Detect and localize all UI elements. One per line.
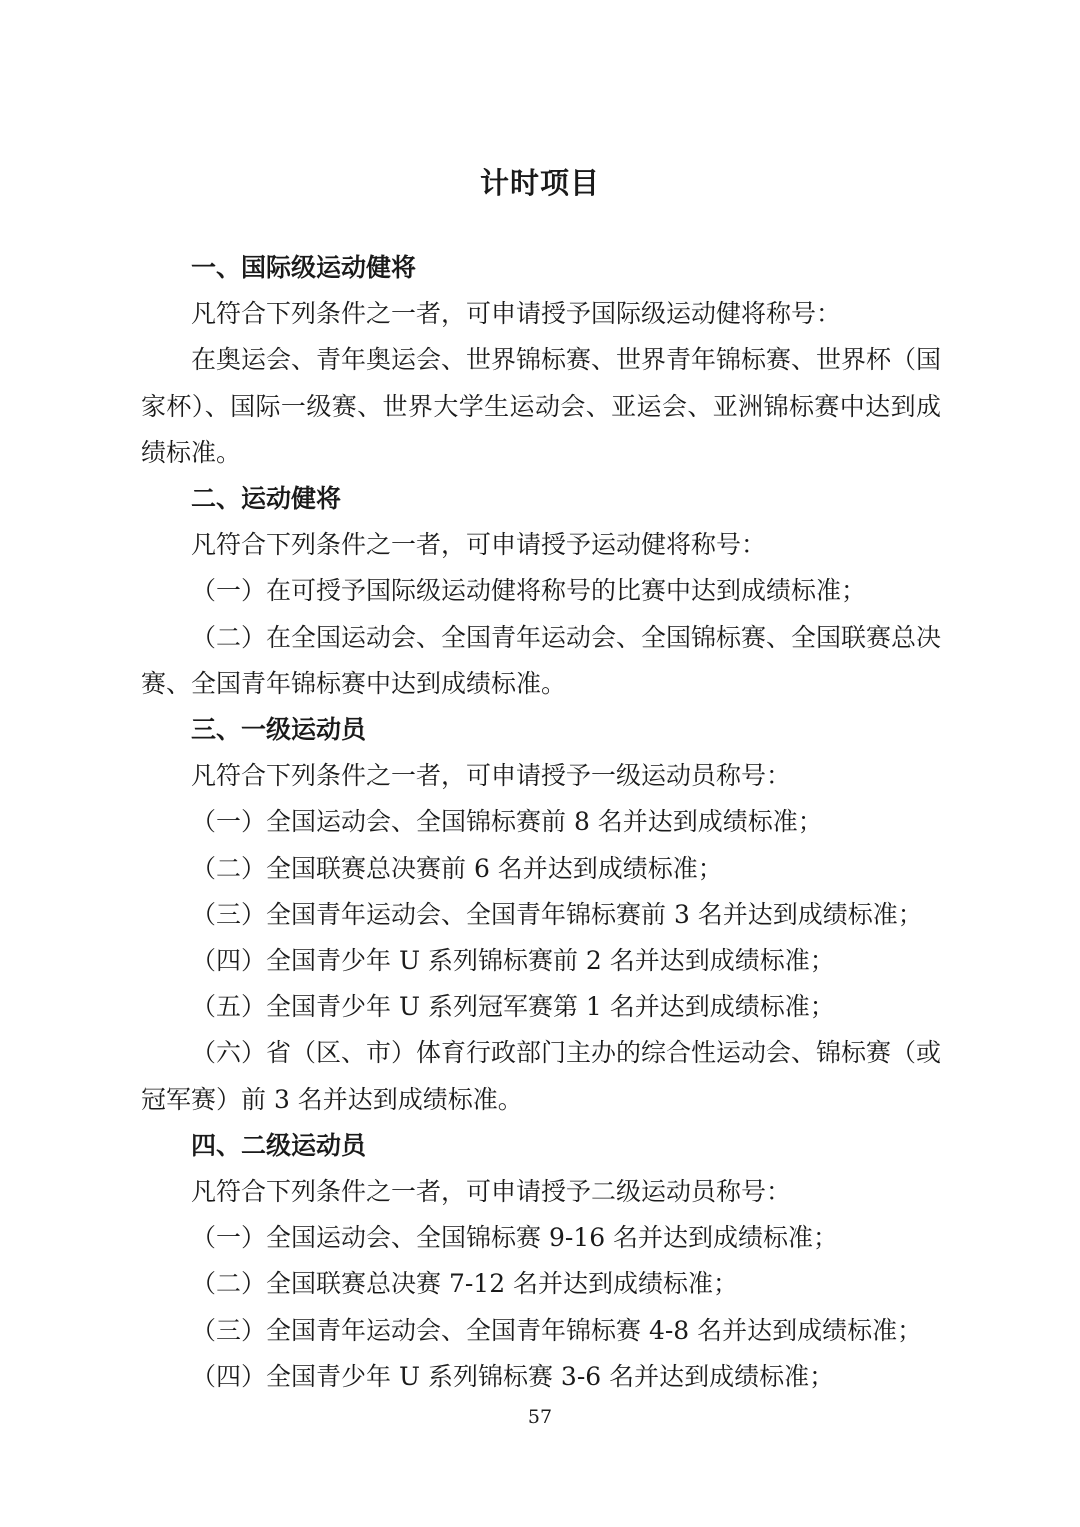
list-item: （三）全国青年运动会、全国青年锦标赛 4-8 名并达到成绩标准； <box>191 1315 923 1345</box>
list-item: （三）全国青年运动会、全国青年锦标赛前 3 名并达到成绩标准； <box>191 899 923 929</box>
section-heading-second-class: 四、二级运动员 <box>191 1130 367 1160</box>
paragraph: 凡符合下列条件之一者，可申请授予运动健将称号： <box>191 530 767 560</box>
list-item: （四）全国青少年 U 系列锦标赛 3-6 名并达到成绩标准； <box>191 1361 835 1391</box>
page-number: 57 <box>527 1406 553 1428</box>
paragraph: 凡符合下列条件之一者，可申请授予国际级运动健将称号： <box>191 299 842 329</box>
section-heading-first-class: 三、一级运动员 <box>191 715 367 745</box>
list-item: （五）全国青少年 U 系列冠军赛第 1 名并达到成绩标准； <box>191 992 835 1022</box>
list-item: （二）全国联赛总决赛 7-12 名并达到成绩标准； <box>191 1269 739 1299</box>
paragraph: 在奥运会、青年奥运会、世界锦标赛、世界青年锦标赛、世界杯（国家杯）、国际一级赛、世界大学生运动会、亚运会、亚洲锦标赛中达到成绩标准。 <box>141 345 942 467</box>
paragraph: 凡符合下列条件之一者，可申请授予二级运动员称号： <box>191 1177 792 1207</box>
list-item: （四）全国青少年 U 系列锦标赛前 2 名并达到成绩标准； <box>191 946 835 976</box>
section-heading-master: 二、运动健将 <box>191 484 342 514</box>
list-item: （一）全国运动会、全国锦标赛 9-16 名并达到成绩标准； <box>191 1223 839 1253</box>
list-item: （六）省（区、市）体育行政部门主办的综合性运动会、锦标赛（或冠军赛）前 3 名并达到成绩标准。 <box>141 1038 942 1114</box>
list-item: （一）在可授予国际级运动健将称号的比赛中达到成绩标准； <box>191 576 867 606</box>
list-item: （二）在全国运动会、全国青年运动会、全国锦标赛、全国联赛总决赛、全国青年锦标赛中达到成绩标准。 <box>141 622 942 698</box>
list-item: （一）全国运动会、全国锦标赛前 8 名并达到成绩标准； <box>191 807 823 837</box>
paragraph: 凡符合下列条件之一者，可申请授予一级运动员称号： <box>191 761 792 791</box>
list-item: （二）全国联赛总决赛前 6 名并达到成绩标准； <box>191 853 723 883</box>
page-title: 计时项目 <box>479 166 600 200</box>
section-heading-international-master: 一、国际级运动健将 <box>191 253 417 282</box>
document-body <box>141 245 941 1400</box>
